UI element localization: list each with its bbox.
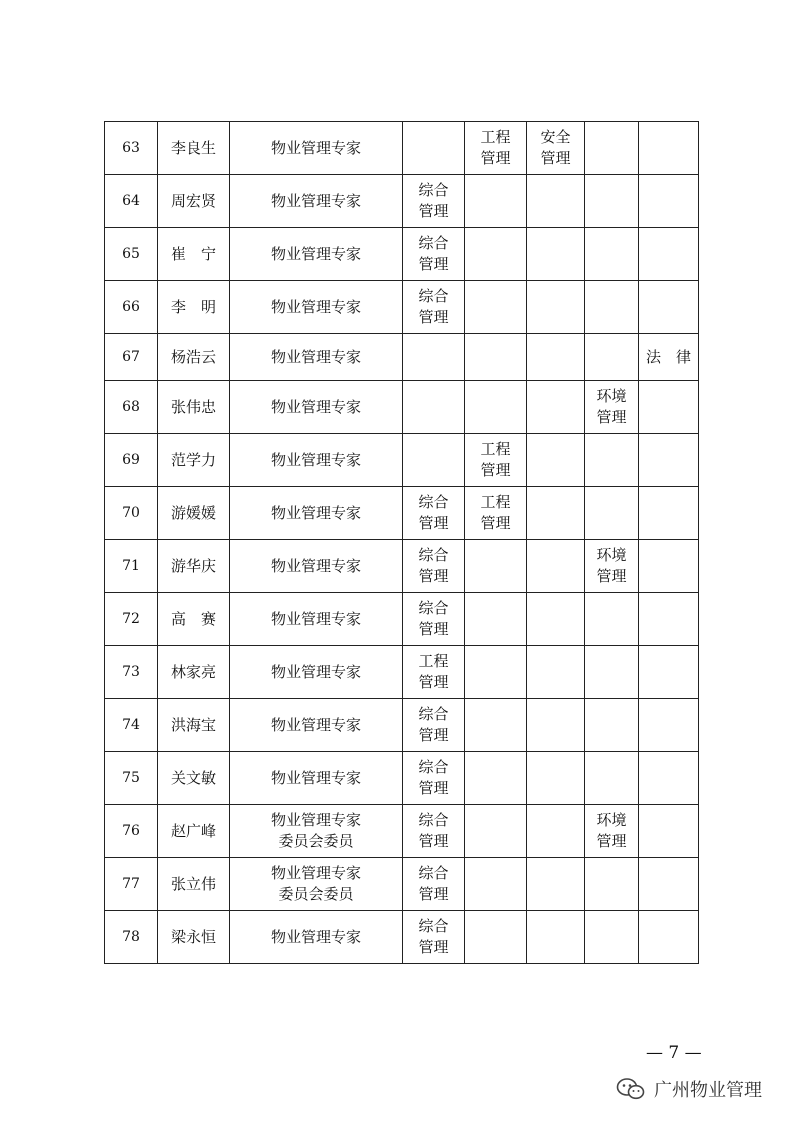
cell-line: 管理 bbox=[418, 567, 449, 585]
category-cell bbox=[465, 334, 527, 381]
table-row bbox=[105, 487, 699, 540]
cell-line: 安全 bbox=[540, 128, 571, 146]
category-cell bbox=[527, 593, 585, 646]
expert-name: 李 明 bbox=[158, 281, 230, 334]
cell-line: 综合 bbox=[418, 493, 449, 511]
cell-line: 管理 bbox=[596, 567, 627, 585]
cell-line: 管理 bbox=[480, 461, 511, 479]
category-cell bbox=[639, 122, 699, 175]
cell-line: 物业管理专家 bbox=[270, 503, 361, 522]
table-row bbox=[105, 122, 699, 175]
category-cell bbox=[585, 805, 639, 858]
category-cell bbox=[585, 334, 639, 381]
category-cell bbox=[403, 646, 465, 699]
category-cell bbox=[465, 752, 527, 805]
category-cell bbox=[403, 381, 465, 434]
cell-line: 物业管理专家 bbox=[270, 191, 361, 210]
category-cell bbox=[585, 281, 639, 334]
category-cell bbox=[465, 381, 527, 434]
cell-line: 物业管理专家 bbox=[270, 811, 361, 829]
row-number: 69 bbox=[105, 434, 158, 487]
table-row bbox=[105, 593, 699, 646]
expert-title bbox=[230, 805, 403, 858]
expert-name: 游华庆 bbox=[158, 540, 230, 593]
category-cell bbox=[527, 752, 585, 805]
cell-line: 环境 bbox=[596, 811, 627, 829]
cell-line: 环境 bbox=[596, 387, 627, 405]
category-cell bbox=[585, 699, 639, 752]
expert-name: 赵广峰 bbox=[158, 805, 230, 858]
category-cell bbox=[403, 175, 465, 228]
table-row bbox=[105, 334, 699, 381]
category-cell bbox=[527, 487, 585, 540]
cell-line: 管理 bbox=[418, 726, 449, 744]
cell-line: 管理 bbox=[418, 308, 449, 326]
table-row bbox=[105, 175, 699, 228]
category-cell bbox=[585, 646, 639, 699]
category-cell bbox=[527, 646, 585, 699]
category-cell bbox=[465, 593, 527, 646]
row-number: 77 bbox=[105, 858, 158, 911]
expert-name: 杨浩云 bbox=[158, 334, 230, 381]
cell-line: 管理 bbox=[418, 255, 449, 273]
expert-title bbox=[230, 281, 403, 334]
category-cell bbox=[639, 858, 699, 911]
category-cell bbox=[639, 805, 699, 858]
expert-name: 范学力 bbox=[158, 434, 230, 487]
cell-line: 管理 bbox=[418, 620, 449, 638]
cell-line: 工程 bbox=[480, 493, 511, 511]
table-row bbox=[105, 228, 699, 281]
category-cell bbox=[403, 752, 465, 805]
expert-title bbox=[230, 858, 403, 911]
expert-name: 林家亮 bbox=[158, 646, 230, 699]
cell-line: 委员会委员 bbox=[278, 885, 354, 903]
cell-line: 管理 bbox=[418, 779, 449, 797]
wechat-icon bbox=[616, 1077, 646, 1101]
expert-name: 高 赛 bbox=[158, 593, 230, 646]
row-number: 66 bbox=[105, 281, 158, 334]
category-cell bbox=[403, 540, 465, 593]
row-number: 76 bbox=[105, 805, 158, 858]
cell-line: 综合 bbox=[418, 234, 449, 252]
cell-line: 物业管理专家 bbox=[270, 397, 361, 416]
expert-title bbox=[230, 228, 403, 281]
category-cell bbox=[585, 540, 639, 593]
category-cell bbox=[585, 434, 639, 487]
category-cell bbox=[639, 334, 699, 381]
cell-line: 物业管理专家 bbox=[270, 662, 361, 681]
expert-title bbox=[230, 752, 403, 805]
expert-title bbox=[230, 487, 403, 540]
cell-line: 综合 bbox=[418, 287, 449, 305]
expert-title bbox=[230, 699, 403, 752]
cell-line: 管理 bbox=[418, 202, 449, 220]
cell-line: 管理 bbox=[418, 514, 449, 532]
expert-title bbox=[230, 175, 403, 228]
category-cell bbox=[527, 122, 585, 175]
category-cell bbox=[585, 911, 639, 964]
category-cell bbox=[527, 858, 585, 911]
cell-line: 综合 bbox=[418, 705, 449, 723]
category-cell bbox=[403, 281, 465, 334]
category-cell bbox=[527, 911, 585, 964]
watermark-text: 广州物业管理 bbox=[654, 1080, 762, 1101]
category-cell bbox=[527, 175, 585, 228]
expert-title bbox=[230, 911, 403, 964]
expert-title bbox=[230, 122, 403, 175]
category-cell bbox=[465, 434, 527, 487]
row-number: 65 bbox=[105, 228, 158, 281]
expert-name: 游媛媛 bbox=[158, 487, 230, 540]
category-cell bbox=[403, 911, 465, 964]
category-cell bbox=[639, 381, 699, 434]
category-cell bbox=[527, 381, 585, 434]
category-cell bbox=[585, 858, 639, 911]
cell-line: 管理 bbox=[596, 408, 627, 426]
category-cell bbox=[403, 122, 465, 175]
category-cell bbox=[465, 175, 527, 228]
table-row bbox=[105, 540, 699, 593]
category-cell bbox=[527, 228, 585, 281]
category-cell bbox=[403, 487, 465, 540]
cell-line: 管理 bbox=[418, 885, 449, 903]
category-cell bbox=[639, 175, 699, 228]
category-cell bbox=[585, 487, 639, 540]
category-cell bbox=[403, 593, 465, 646]
cell-line: 环境 bbox=[596, 546, 627, 564]
table-row bbox=[105, 805, 699, 858]
cell-line: 管理 bbox=[418, 673, 449, 691]
expert-title bbox=[230, 646, 403, 699]
category-cell bbox=[465, 487, 527, 540]
category-cell bbox=[639, 752, 699, 805]
cell-line: 工程 bbox=[418, 652, 449, 670]
row-number: 67 bbox=[105, 334, 158, 381]
category-cell bbox=[527, 434, 585, 487]
cell-line: 物业管理专家 bbox=[270, 715, 361, 734]
cell-line: 综合 bbox=[418, 811, 449, 829]
category-cell bbox=[527, 540, 585, 593]
expert-name: 梁永恒 bbox=[158, 911, 230, 964]
row-number: 68 bbox=[105, 381, 158, 434]
category-cell bbox=[527, 699, 585, 752]
category-cell bbox=[465, 540, 527, 593]
category-cell bbox=[585, 175, 639, 228]
cell-line: 物业管理专家 bbox=[270, 609, 361, 628]
category-cell bbox=[403, 699, 465, 752]
cell-line: 物业管理专家 bbox=[270, 244, 361, 263]
category-cell bbox=[465, 911, 527, 964]
cell-line: 综合 bbox=[418, 599, 449, 617]
expert-title bbox=[230, 540, 403, 593]
table-row bbox=[105, 911, 699, 964]
table-row bbox=[105, 699, 699, 752]
category-cell bbox=[527, 281, 585, 334]
cell-line: 物业管理专家 bbox=[270, 556, 361, 575]
category-cell bbox=[639, 646, 699, 699]
cell-line: 管理 bbox=[596, 832, 627, 850]
expert-title bbox=[230, 593, 403, 646]
category-cell bbox=[639, 911, 699, 964]
category-cell bbox=[403, 805, 465, 858]
expert-name: 洪海宝 bbox=[158, 699, 230, 752]
category-cell bbox=[639, 487, 699, 540]
table-row bbox=[105, 381, 699, 434]
category-cell bbox=[639, 540, 699, 593]
category-cell bbox=[585, 593, 639, 646]
category-cell bbox=[639, 593, 699, 646]
category-cell bbox=[465, 646, 527, 699]
table-row bbox=[105, 281, 699, 334]
cell-line: 管理 bbox=[480, 514, 511, 532]
category-cell bbox=[465, 858, 527, 911]
category-cell bbox=[403, 858, 465, 911]
expert-title bbox=[230, 381, 403, 434]
expert-name: 崔 宁 bbox=[158, 228, 230, 281]
row-number: 73 bbox=[105, 646, 158, 699]
category-cell bbox=[639, 699, 699, 752]
cell-line: 管理 bbox=[418, 832, 449, 850]
category-cell bbox=[403, 434, 465, 487]
page-number: — 7 — bbox=[646, 1043, 702, 1063]
expert-title bbox=[230, 434, 403, 487]
row-number: 70 bbox=[105, 487, 158, 540]
expert-name: 关文敏 bbox=[158, 752, 230, 805]
category-cell bbox=[465, 281, 527, 334]
cell-line: 法 律 bbox=[645, 347, 691, 366]
cell-line: 委员会委员 bbox=[278, 832, 354, 850]
category-cell bbox=[465, 122, 527, 175]
category-cell bbox=[465, 805, 527, 858]
cell-line: 综合 bbox=[418, 758, 449, 776]
category-cell bbox=[465, 699, 527, 752]
expert-title bbox=[230, 334, 403, 381]
cell-line: 物业管理专家 bbox=[270, 138, 361, 157]
cell-line: 综合 bbox=[418, 917, 449, 935]
expert-table bbox=[104, 121, 699, 964]
expert-name: 张伟忠 bbox=[158, 381, 230, 434]
cell-line: 管理 bbox=[418, 938, 449, 956]
category-cell bbox=[465, 228, 527, 281]
cell-line: 物业管理专家 bbox=[270, 450, 361, 469]
cell-line: 物业管理专家 bbox=[270, 347, 361, 366]
expert-name: 周宏贤 bbox=[158, 175, 230, 228]
row-number: 72 bbox=[105, 593, 158, 646]
cell-line: 工程 bbox=[480, 440, 511, 458]
cell-line: 综合 bbox=[418, 546, 449, 564]
table-row bbox=[105, 434, 699, 487]
category-cell bbox=[403, 334, 465, 381]
watermark bbox=[616, 1074, 762, 1104]
row-number: 78 bbox=[105, 911, 158, 964]
expert-name: 李良生 bbox=[158, 122, 230, 175]
cell-line: 物业管理专家 bbox=[270, 927, 361, 946]
category-cell bbox=[527, 334, 585, 381]
category-cell bbox=[527, 805, 585, 858]
expert-name: 张立伟 bbox=[158, 858, 230, 911]
table-row bbox=[105, 858, 699, 911]
category-cell bbox=[585, 381, 639, 434]
cell-line: 综合 bbox=[418, 181, 449, 199]
category-cell bbox=[403, 228, 465, 281]
category-cell bbox=[585, 752, 639, 805]
category-cell bbox=[639, 281, 699, 334]
table-row bbox=[105, 646, 699, 699]
row-number: 64 bbox=[105, 175, 158, 228]
row-number: 74 bbox=[105, 699, 158, 752]
category-cell bbox=[639, 434, 699, 487]
cell-line: 物业管理专家 bbox=[270, 768, 361, 787]
table-row bbox=[105, 752, 699, 805]
row-number: 71 bbox=[105, 540, 158, 593]
category-cell bbox=[585, 122, 639, 175]
row-number: 75 bbox=[105, 752, 158, 805]
category-cell bbox=[639, 228, 699, 281]
category-cell bbox=[585, 228, 639, 281]
cell-line: 管理 bbox=[540, 149, 571, 167]
cell-line: 综合 bbox=[418, 864, 449, 882]
cell-line: 管理 bbox=[480, 149, 511, 167]
cell-line: 物业管理专家 bbox=[270, 297, 361, 316]
cell-line: 物业管理专家 bbox=[270, 864, 361, 882]
cell-line: 工程 bbox=[480, 128, 511, 146]
row-number: 63 bbox=[105, 122, 158, 175]
